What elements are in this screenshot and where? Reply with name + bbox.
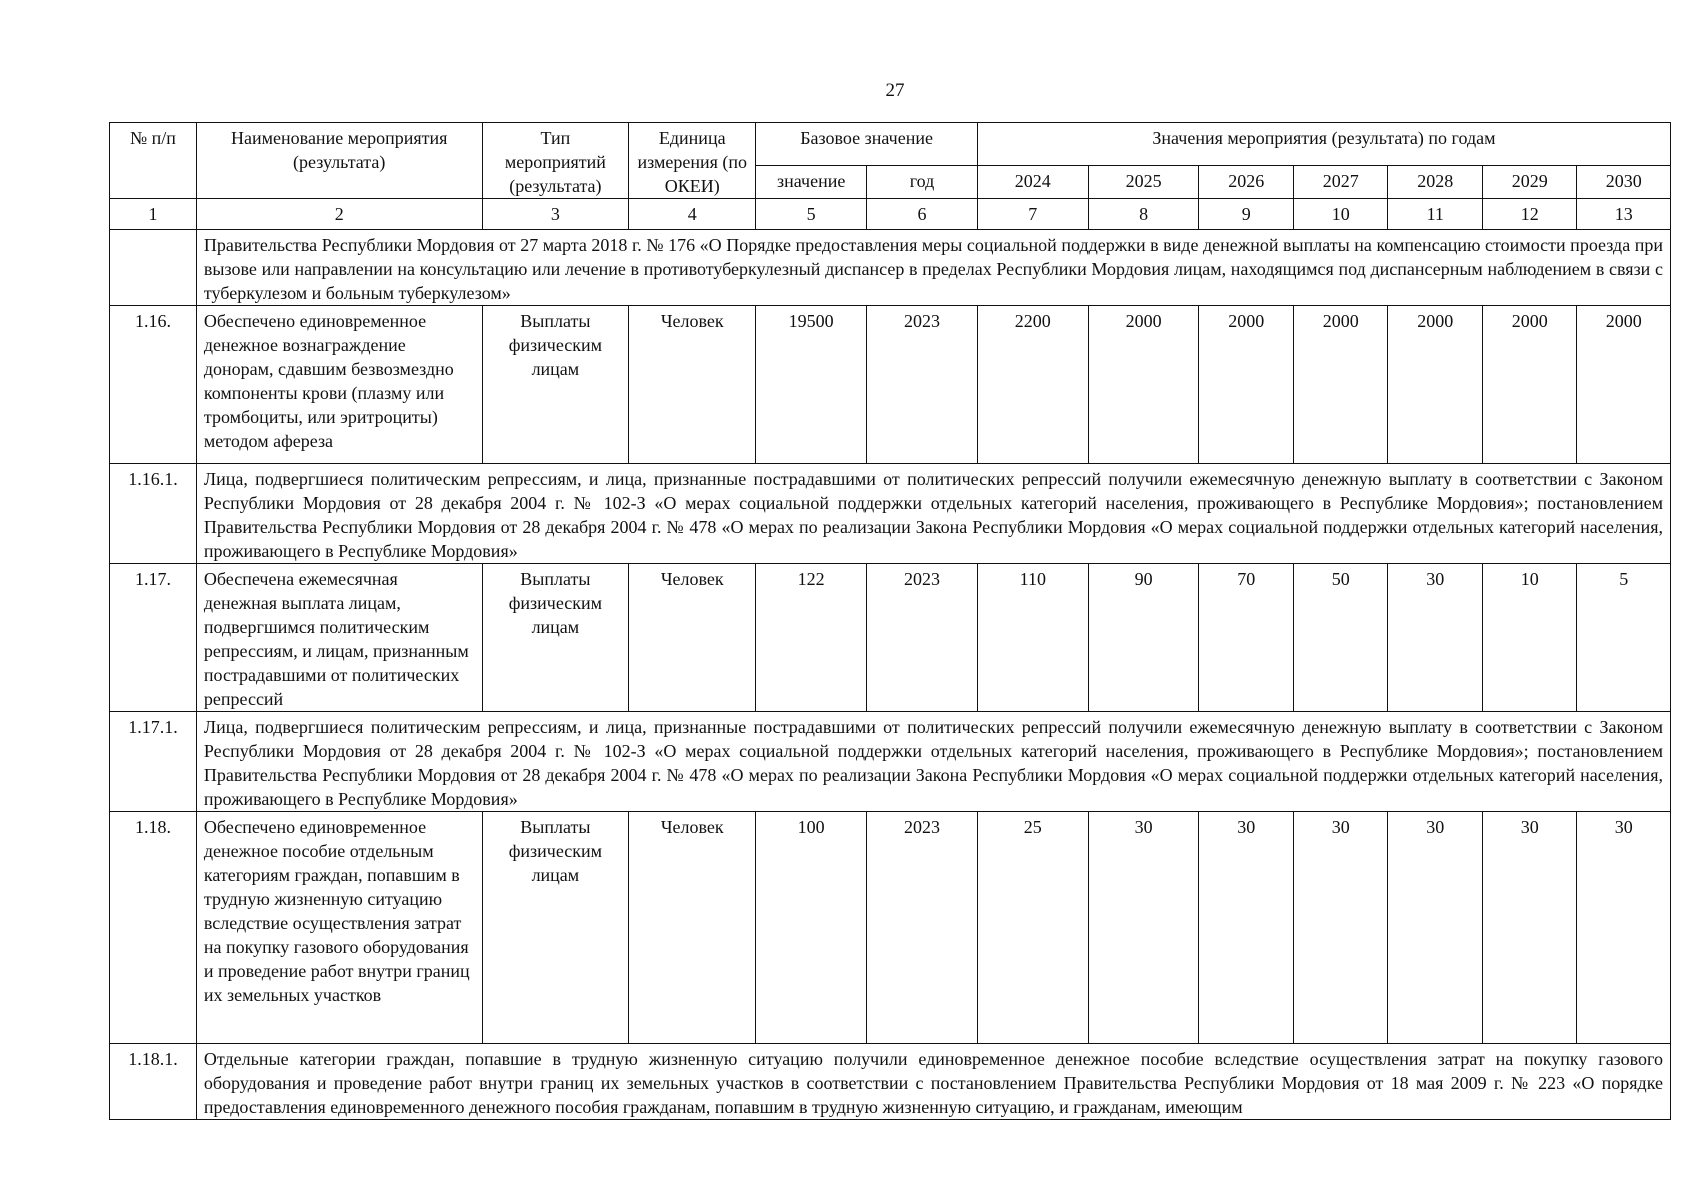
column-number: 5 (756, 199, 867, 230)
row-description: Правительства Республики Мордовия от 27 марта 2018 г. № 176 «О Порядке предоставления меры социальной поддержки в виде денежной выплаты на компенсацию стоимости проезда при вызове или направлении на консультацию или лечение в противотуберкулезный диспансер в пределах Республики Мордовия лицам, находящимся под диспансерным наблюдением в связи с туберкулезом и больным туберкулезом» (196, 230, 1670, 306)
row-value: 30 (1388, 812, 1483, 1044)
header-year: 2029 (1482, 165, 1577, 198)
row-unit: Человек (629, 812, 756, 1044)
row-name: Обеспечено единовременное денежное вознаграждение донорам, сдавшим безвозмездно компоненты крови (плазму или тромбоциты, или эритроциты) методом афереза (196, 306, 482, 464)
table-row (110, 464, 1671, 564)
row-value: 70 (1199, 564, 1294, 712)
header-type: Тип мероприятий (результата) (482, 123, 629, 199)
column-number: 9 (1199, 199, 1294, 230)
row-num: 1.18.1. (110, 1044, 197, 1120)
row-num: 1.17. (110, 564, 197, 712)
row-unit: Человек (629, 306, 756, 464)
column-number-row (110, 199, 1671, 230)
row-value: 50 (1293, 564, 1388, 712)
row-base-year: 2023 (867, 564, 978, 712)
row-type: Выплаты физическим лицам (482, 564, 629, 712)
column-number: 8 (1088, 199, 1199, 230)
row-unit: Человек (629, 564, 756, 712)
row-value: 2000 (1388, 306, 1483, 464)
column-number: 12 (1482, 199, 1577, 230)
header-year: 2027 (1293, 165, 1388, 198)
header-year: 2025 (1088, 165, 1199, 198)
row-num (110, 230, 197, 306)
header-num: № п/п (110, 123, 197, 199)
column-number: 4 (629, 199, 756, 230)
row-name: Обеспечена ежемесячная денежная выплата лицам, подвергшимся политическим репрессиям, и лицам, признанным пострадавшими от политических репрессий (196, 564, 482, 712)
row-num: 1.18. (110, 812, 197, 1044)
row-num: 1.16.1. (110, 464, 197, 564)
row-value: 2000 (1482, 306, 1577, 464)
row-value: 30 (1577, 812, 1671, 1044)
column-number: 7 (977, 199, 1088, 230)
column-number: 2 (196, 199, 482, 230)
row-value: 30 (1388, 564, 1483, 712)
header-unit: Единица измерения (по ОКЕИ) (629, 123, 756, 199)
row-value: 5 (1577, 564, 1671, 712)
table-row (110, 306, 1671, 464)
row-value: 110 (977, 564, 1088, 712)
row-num: 1.17.1. (110, 712, 197, 812)
row-base-year: 2023 (867, 812, 978, 1044)
column-number: 11 (1388, 199, 1483, 230)
header-year: 2030 (1577, 165, 1671, 198)
row-value: 2000 (1293, 306, 1388, 464)
row-base-value: 100 (756, 812, 867, 1044)
column-number: 10 (1293, 199, 1388, 230)
row-name: Обеспечено единовременное денежное пособие отдельным категориям граждан, попавшим в трудную жизненную ситуацию вследствие осуществления затрат на покупку газового оборудования и проведение работ внутри границ их земельных участков (196, 812, 482, 1044)
table-row (110, 812, 1671, 1044)
table-row (110, 564, 1671, 712)
row-value: 10 (1482, 564, 1577, 712)
row-base-year: 2023 (867, 306, 978, 464)
page-number: 27 (885, 80, 905, 101)
row-base-value: 122 (756, 564, 867, 712)
row-value: 30 (1293, 812, 1388, 1044)
row-value: 30 (1482, 812, 1577, 1044)
row-value: 2000 (1199, 306, 1294, 464)
column-number: 3 (482, 199, 629, 230)
row-value: 30 (1199, 812, 1294, 1044)
table-row (110, 1044, 1671, 1120)
row-base-value: 19500 (756, 306, 867, 464)
header-name: Наименование мероприятия (результата) (196, 123, 482, 199)
header-base-year: год (867, 165, 978, 198)
column-number: 1 (110, 199, 197, 230)
row-description: Лица, подвергшиеся политическим репрессиям, и лица, признанные пострадавшими от политических репрессий получили ежемесячную денежную выплату в соответствии с Законом Республики Мордовия от 28 декабря 2004 г. № 102-З «О мерах социальной поддержки отдельных категорий населения, проживающего в Республике Мордовия»; постановлением Правительства Республики Мордовия от 28 декабря 2004 г. № 478 «О мерах по реализации Закона Республики Мордовия «О мерах социальной поддержки отдельных категорий населения, проживающего в Республике Мордовия» (196, 464, 1670, 564)
row-value: 30 (1088, 812, 1199, 1044)
header-base-value: значение (756, 165, 867, 198)
row-value: 90 (1088, 564, 1199, 712)
header-year: 2024 (977, 165, 1088, 198)
row-type: Выплаты физическим лицам (482, 306, 629, 464)
column-number: 13 (1577, 199, 1671, 230)
row-num: 1.16. (110, 306, 197, 464)
header-base: Базовое значение (756, 123, 978, 166)
row-type: Выплаты физическим лицам (482, 812, 629, 1044)
row-description: Лица, подвергшиеся политическим репрессиям, и лица, признанные пострадавшими от политических репрессий получили ежемесячную денежную выплату в соответствии с Законом Республики Мордовия от 28 декабря 2004 г. № 102-З «О мерах социальной поддержки отдельных категорий населения, проживающего в Республике Мордовия»; постановлением Правительства Республики Мордовия от 28 декабря 2004 г. № 478 «О мерах по реализации Закона Республики Мордовия «О мерах социальной поддержки отдельных категорий населения, проживающего в Республике Мордовия» (196, 712, 1670, 812)
header-year: 2026 (1199, 165, 1294, 198)
row-value: 2000 (1577, 306, 1671, 464)
header-values-by-year: Значения мероприятия (результата) по годам (977, 123, 1670, 166)
header-row-1 (110, 123, 1671, 166)
row-value: 25 (977, 812, 1088, 1044)
column-number: 6 (867, 199, 978, 230)
table-row (110, 712, 1671, 812)
row-value: 2200 (977, 306, 1088, 464)
row-description: Отдельные категории граждан, попавшие в трудную жизненную ситуацию получили единовременное денежное пособие вследствие осуществления затрат на покупку газового оборудования и проведение работ внутри границ их земельных участков в соответствии с постановлением Правительства Республики Мордовия от 18 мая 2009 г. № 223 «О порядке предоставления единовременного денежного пособия гражданам, попавшим в трудную жизненную ситуацию, и гражданам, имеющим (196, 1044, 1670, 1120)
activities-table (109, 122, 1671, 1120)
continuation-row (110, 230, 1671, 306)
header-year: 2028 (1388, 165, 1483, 198)
row-value: 2000 (1088, 306, 1199, 464)
